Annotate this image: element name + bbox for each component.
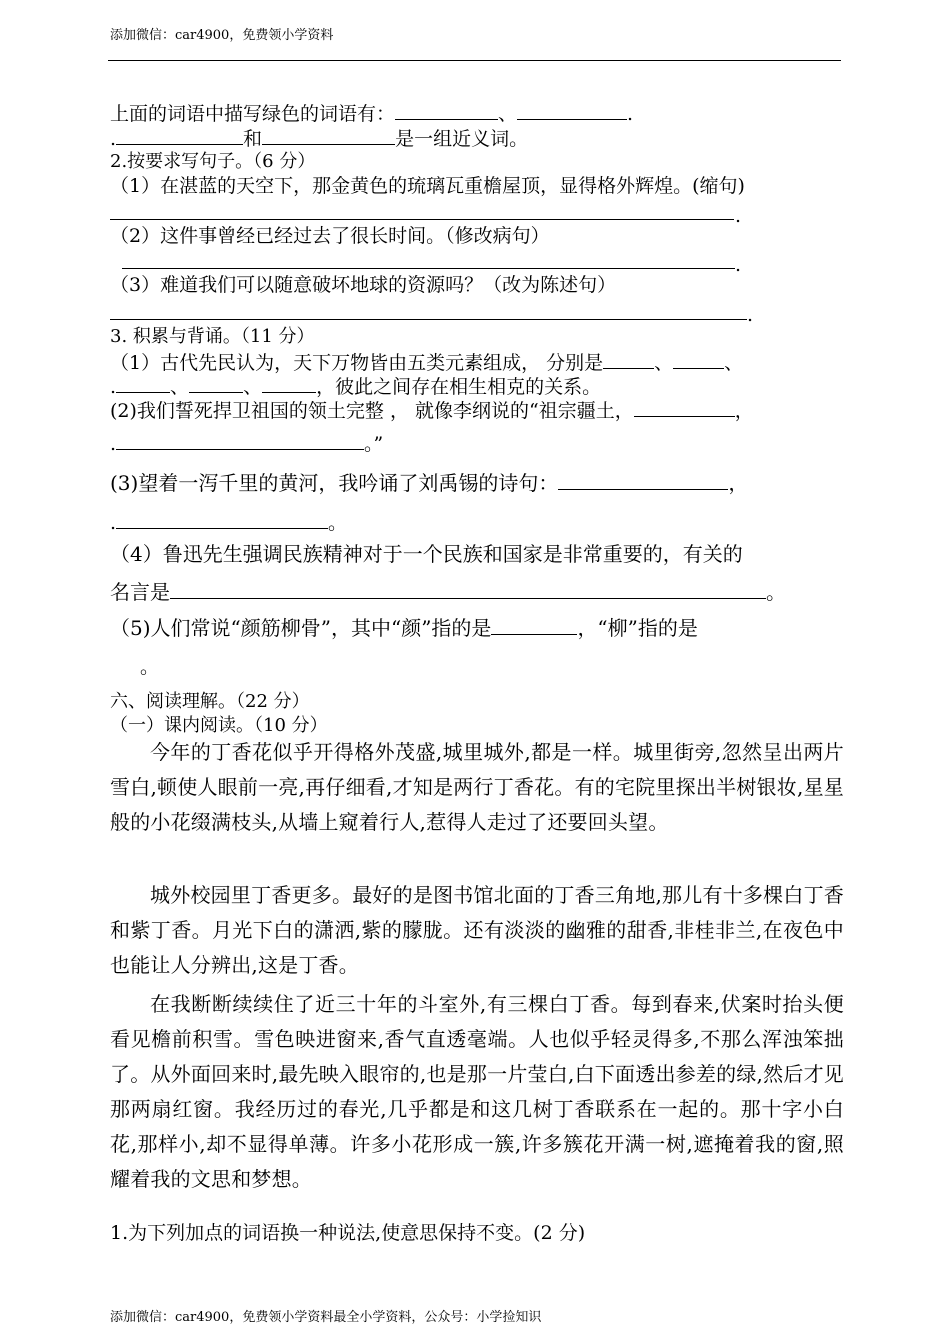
q3-item-5-end: 。 — [140, 656, 160, 678]
answer-blank[interactable] — [262, 126, 395, 145]
comma: ， — [734, 400, 754, 422]
period: . — [735, 205, 742, 227]
q3-title: 3. 积累与背诵。（11 分） — [110, 326, 315, 347]
page-footer-text: 添加微信：car4900，免费领小学资料最全小学资料，公众号：小学捡知识 — [110, 1310, 542, 1325]
answer-blank[interactable] — [116, 126, 243, 145]
answer-blank[interactable] — [170, 580, 766, 599]
q1-synonym-line — [110, 126, 528, 151]
q2-item-3: （3）难道我们可以随意破坏地球的资源吗？（改为陈述句） — [110, 274, 617, 296]
period: . — [627, 103, 634, 125]
q3-item-3-cont — [110, 510, 347, 535]
q3-item-2 — [110, 398, 754, 423]
q3-item-4: （4）鲁迅先生强调民族精神对于一个民族和国家是非常重要的，有关的 — [110, 542, 743, 566]
answer-blank[interactable] — [395, 101, 498, 120]
q2-title: 2.按要求写句子。（6 分） — [110, 151, 316, 172]
section-6-1-title: （一）课内阅读。（10 分） — [110, 715, 328, 736]
period: 。 — [766, 580, 786, 604]
conjunction: 和 — [243, 128, 263, 150]
answer-blank[interactable] — [673, 350, 724, 369]
q3-item-2-text: (2)我们誓死捍卫祖国的领土完整 ， 就像李纲说的“祖宗疆土， — [110, 400, 634, 422]
answer-blank[interactable] — [634, 398, 735, 417]
passage-paragraph-3: 在我断断续续住了近三十年的斗室外,有三棵白丁香。每到春来,伏案时抬头便看见檐前积雪。雪色映进窗来,香气直透毫端。人也似乎轻灵得多,不那么浑浊笨拙了。从外面回来时,最先映入眼帘的,也是那一片莹白,白下面透出参差的绿,然后才见那两扇红窗。我经历过的春光,几乎都是和这几树丁香联系在一起的。那十字小白花,那样小,却不显得单薄。许多小花形成一簇,许多簇花开满一树,遮掩着我的窗,照耀着我的文思和梦想。 — [110, 992, 844, 1191]
q3-item-4-cont — [110, 580, 786, 604]
dot-mark: . — [110, 128, 117, 150]
answer-blank[interactable] — [116, 510, 328, 529]
q3-item-4-label: 名言是 — [110, 580, 170, 604]
answer-blank[interactable] — [603, 350, 654, 369]
dot-mark: . — [110, 376, 117, 398]
page-header-text: 添加微信：car4900，免费领小学资料 — [110, 28, 334, 43]
reading-q1: 1.为下列加点的词语换一种说法,使意思保持不变。(2 分) — [110, 1222, 586, 1244]
separator: 、 — [498, 103, 518, 125]
dot-mark: . — [110, 433, 117, 455]
q2-item-1: （1）在湛蓝的天空下，那金黄色的琉璃瓦重檐屋顶，显得格外辉煌。(缩句) — [110, 175, 745, 197]
answer-blank[interactable] — [517, 101, 627, 120]
q3-item-2-cont — [110, 431, 383, 456]
answer-blank[interactable] — [116, 374, 170, 393]
answer-blank[interactable] — [189, 374, 243, 393]
answer-line[interactable] — [110, 319, 747, 320]
q3-item-1-cont — [110, 374, 601, 399]
answer-blank[interactable] — [558, 471, 728, 490]
q3-item-3-text: (3)望着一泻千里的黄河，我吟诵了刘禹锡的诗句： — [110, 471, 559, 495]
q3-item-1 — [110, 350, 743, 375]
answer-blank[interactable] — [262, 374, 316, 393]
q3-item-5-mid: ，“柳”指的是 — [577, 616, 698, 640]
period: 。 — [328, 512, 348, 534]
q2-item-2: （2）这件事曾经已经过去了很长时间。（修改病句） — [110, 225, 550, 247]
answer-line[interactable] — [122, 268, 735, 269]
comma: ， — [728, 471, 749, 495]
q3-item-3 — [110, 471, 748, 495]
q3-item-5 — [110, 616, 698, 640]
period: . — [735, 254, 742, 276]
separator: 、 — [654, 352, 674, 374]
synonym-prompt: 是一组近义词。 — [395, 128, 529, 150]
separator: 、 — [170, 376, 190, 398]
separator: 、 — [724, 352, 744, 374]
answer-line[interactable] — [110, 219, 734, 220]
dot-mark: . — [110, 512, 117, 534]
q3-item-5-text: （5)人们常说“颜筋柳骨”，其中“颜”指的是 — [110, 616, 492, 640]
q3-item-1-text: （1）古代先民认为，天下万物皆由五类元素组成， 分别是 — [110, 352, 604, 374]
quote-end: 。” — [364, 433, 384, 455]
separator: 、 — [243, 376, 263, 398]
period: . — [747, 304, 754, 326]
section-6-title: 六、阅读理解。（22 分） — [110, 691, 310, 712]
passage-paragraph-1: 今年的丁香花似乎开得格外茂盛,城里城外,都是一样。城里街旁,忽然呈出两片雪白,顿使人眼前一亮,再仔细看,才知是两行丁香花。有的宅院里探出半树银妆,星星般的小花缀满枝头,从墙上窥着行人,惹得人走过了还要回头望。 — [110, 740, 844, 834]
answer-blank[interactable] — [116, 431, 364, 450]
q1-green-words-line — [110, 101, 633, 126]
passage-paragraph-2: 城外校园里丁香更多。最好的是图书馆北面的丁香三角地,那儿有十多棵白丁香和紫丁香。月光下白的潇洒,紫的朦胧。还有淡淡的幽雅的甜香,非桂非兰,在夜色中也能让人分辨出,这是丁香。 — [110, 883, 844, 977]
q3-item-1-ending: ，彼此之间存在相生相克的关系。 — [316, 376, 602, 398]
header-divider — [108, 60, 841, 61]
answer-blank[interactable] — [491, 616, 577, 635]
q1-green-words-prompt: 上面的词语中描写绿色的词语有： — [110, 103, 396, 125]
